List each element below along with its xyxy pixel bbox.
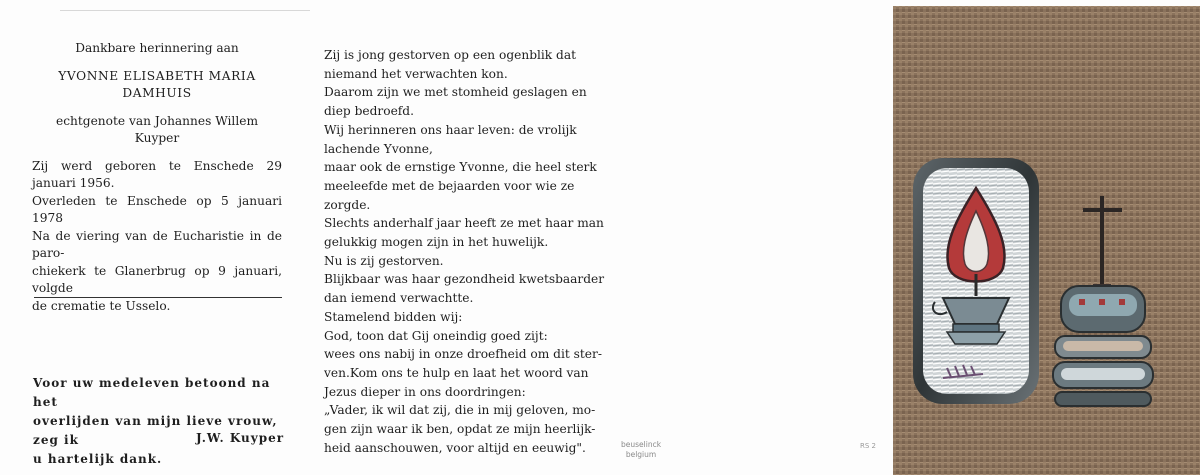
thanks-line: u hartelijk dank. (33, 452, 163, 466)
memorial-line: God, toon dat Gij oneindig goed zijt: (324, 328, 548, 343)
memorial-text-column (324, 46, 605, 457)
printer-imprint (621, 440, 661, 460)
memorial-line: lachende Yvonne, (324, 141, 433, 156)
memorial-artwork (893, 6, 1200, 475)
memorial-line: wees ons nabij in onze droefheid om dit ster- (324, 347, 602, 362)
memorial-line: Jezus dieper in ons doordringen: (324, 384, 526, 399)
memorial-line: gen zijn waar ik ben, opdat ze mijn heerlijk- (324, 422, 596, 437)
book-stack-icon (1053, 286, 1153, 406)
memorial-line: meeleefde met de bejaarden voor wie ze (324, 178, 575, 193)
memorial-line: niemand het verwachten kon. (324, 66, 508, 81)
memorial-line: Zij is jong gestorven op een ogenblik dat (324, 48, 577, 62)
divider-rule (34, 297, 282, 298)
thanks-line: Voor uw medeleven betoond na het (33, 376, 271, 409)
memorial-line: zorgde. (324, 197, 371, 212)
fact-line: de crematie te Usselo. (32, 298, 171, 313)
life-facts (32, 158, 282, 316)
memorial-line: Blijkbaar was haar gezondheid kwetsbaarder (324, 272, 605, 287)
printer-name: beuselinck (621, 440, 662, 449)
memorial-left-column (32, 40, 282, 315)
card-code: RS 2 (860, 442, 876, 450)
thank-you-note (33, 374, 278, 469)
top-edge-line (60, 0, 310, 11)
memorial-line: ven.Kom ons te hulp en laat het woord van (324, 365, 589, 380)
memorial-line: Nu is zij gestorven. (324, 253, 444, 268)
spouse-line: echtgenote van Johannes Willem Kuyper (56, 113, 258, 145)
memorial-line: gelukkig mogen zijn in het huwelijk. (324, 235, 549, 250)
printer-country: belgium (625, 450, 657, 459)
fact-line: chiekerk te Glanerbrug op 9 januari, volgde (32, 263, 282, 295)
memorial-heading: Dankbare herinnering aan (75, 41, 239, 55)
memorial-line: diep bedroefd. (324, 104, 414, 119)
fact-line: Na de viering van de Eucharistie in de paro- (32, 228, 282, 260)
memorial-line: dan iemend verwachtte. (324, 291, 474, 306)
signature: J.W. Kuyper (196, 431, 285, 445)
memorial-line: Slechts anderhalf jaar heeft ze met haar man (324, 216, 604, 231)
memorial-line: Wij herinneren ons haar leven: de vrolijk (324, 122, 577, 137)
memorial-line: „Vader, ik wil dat zij, die in mij geloven, mo- (324, 403, 596, 418)
memorial-line: Daarom zijn we met stomheid geslagen en (324, 85, 587, 100)
deceased-name: YVONNE ELISABETH MARIA DAMHUIS (58, 68, 256, 100)
fact-line: Overleden te Enschede op 5 januari 1978 (32, 193, 282, 225)
fact-line: Zij werd geboren te Enschede 29 januari 1956. (32, 158, 282, 190)
memorial-line: heid aanschouwen, voor altijd en eeuwig". (324, 440, 586, 455)
memorial-line: Stamelend bidden wij: (324, 309, 463, 324)
memorial-line: maar ook de ernstige Yvonne, die heel sterk (324, 160, 597, 175)
thanks-line: overlijden van mijn lieve vrouw, zeg ik (33, 414, 278, 447)
